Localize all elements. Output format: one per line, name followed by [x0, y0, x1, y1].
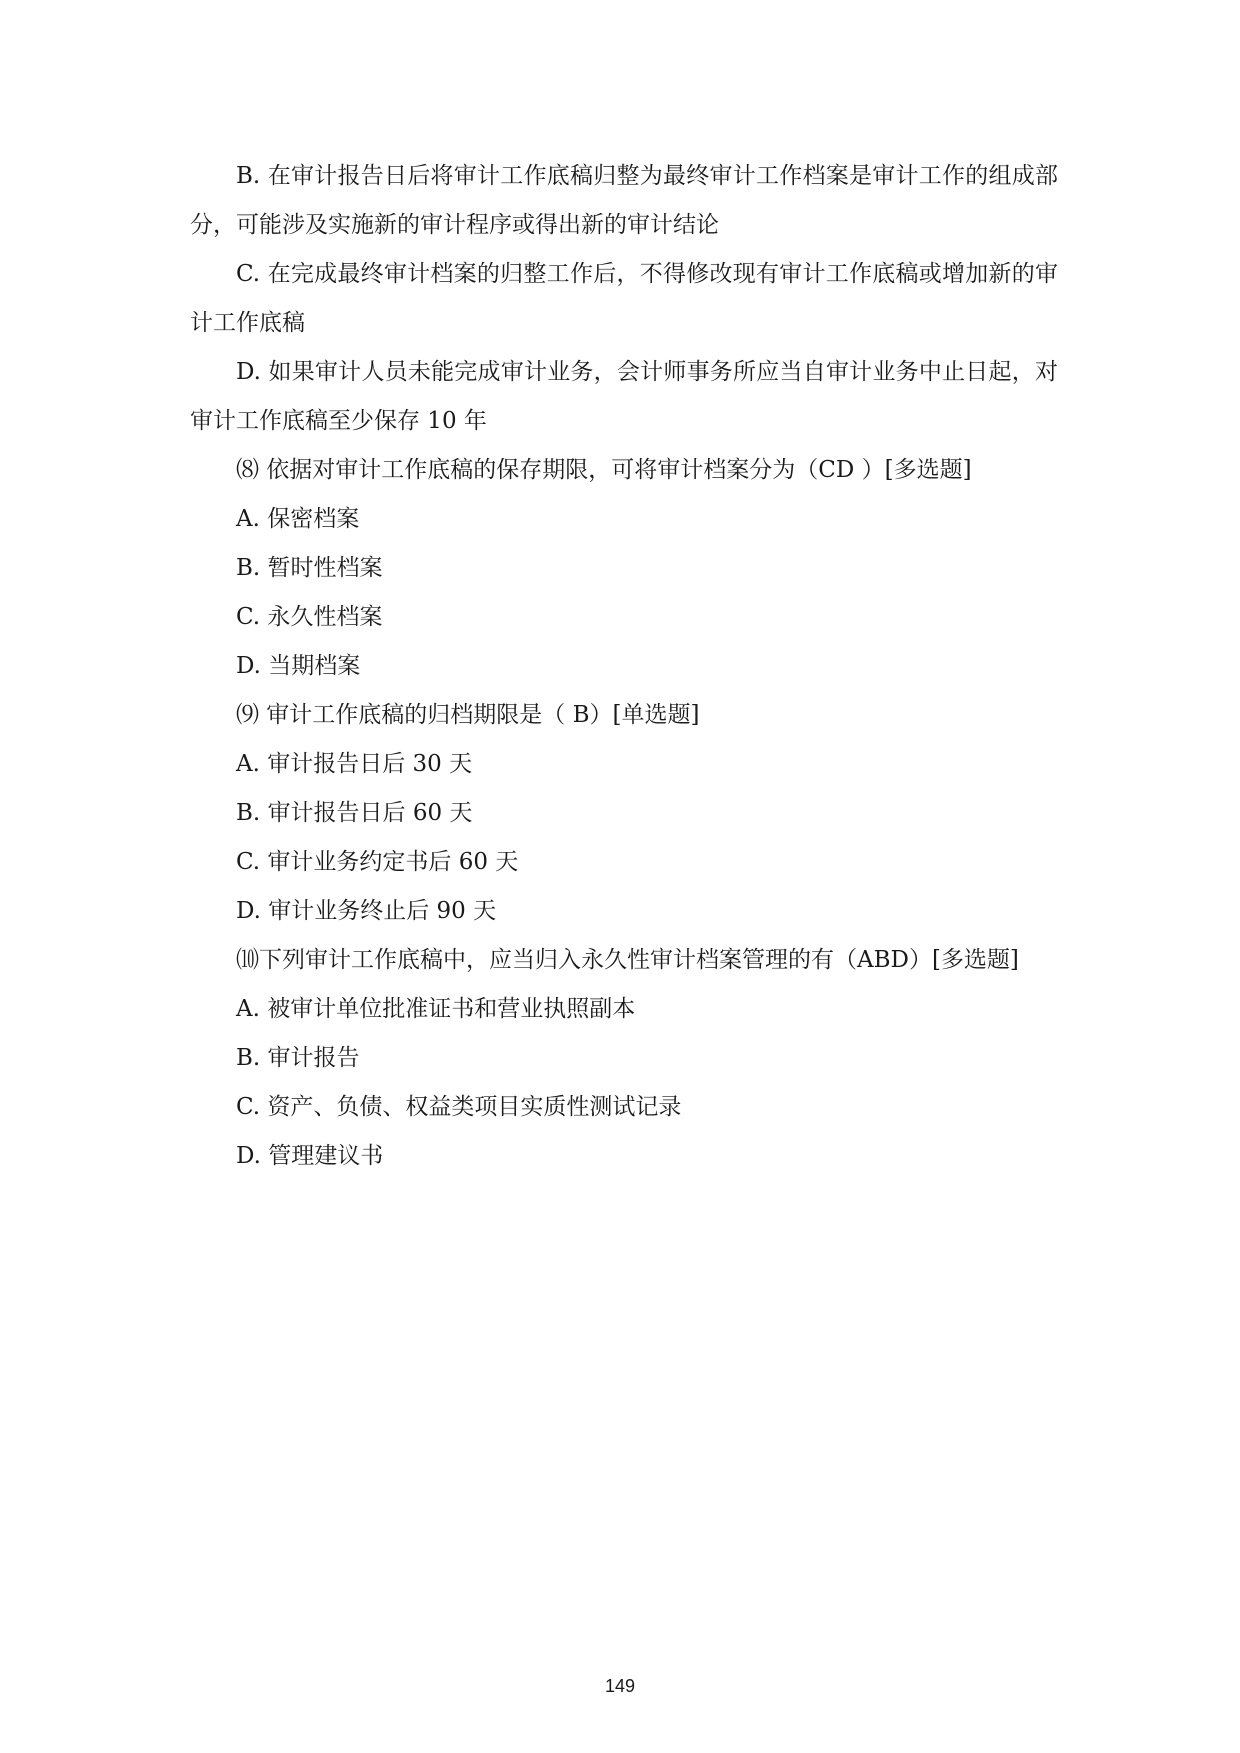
question-8-option-b: B. 暂时性档案 [236, 555, 383, 581]
question-10-option-b: B. 审计报告 [236, 1045, 360, 1071]
page-number: 149 [604, 1676, 636, 1696]
question-9-option-a: A. 审计报告日后 30 天 [236, 751, 473, 777]
question-10-option-a: A. 被审计单位批准证书和营业执照副本 [236, 996, 636, 1022]
question-9-option-c: C. 审计业务约定书后 60 天 [236, 849, 519, 875]
previous-option-d: D. 如果审计人员未能完成审计业务，会计师事务所应当自审计业务中止日起，对审计工作底稿至少保存 10 年 [190, 359, 1058, 434]
question-10-option-c: C. 资产、负债、权益类项目实质性测试记录 [236, 1094, 682, 1120]
question-8-option-d: D. 当期档案 [236, 653, 361, 679]
body-text [190, 152, 1058, 1181]
question-10-stem: ⑽下列审计工作底稿中，应当归入永久性审计档案管理的有（ABD）[多选题] [236, 947, 1019, 973]
question-8-option-a: A. 保密档案 [236, 506, 360, 532]
question-9-stem: ⑼ 审计工作底稿的归档期限是（ B）[单选题] [236, 702, 700, 728]
question-9-option-b: B. 审计报告日后 60 天 [236, 800, 473, 826]
previous-option-b: B. 在审计报告日后将审计工作底稿归整为最终审计工作档案是审计工作的组成部分，可能涉及实施新的审计程序或得出新的审计结论 [190, 163, 1058, 238]
question-8-stem: ⑻ 依据对审计工作底稿的保存期限，可将审计档案分为（CD ）[多选题] [236, 457, 972, 483]
previous-option-c: C. 在完成最终审计档案的归整工作后，不得修改现有审计工作底稿或增加新的审计工作底稿 [190, 261, 1058, 336]
question-8-option-c: C. 永久性档案 [236, 604, 383, 630]
question-9-option-d: D. 审计业务终止后 90 天 [236, 898, 497, 924]
question-10-option-d: D. 管理建议书 [236, 1143, 384, 1169]
